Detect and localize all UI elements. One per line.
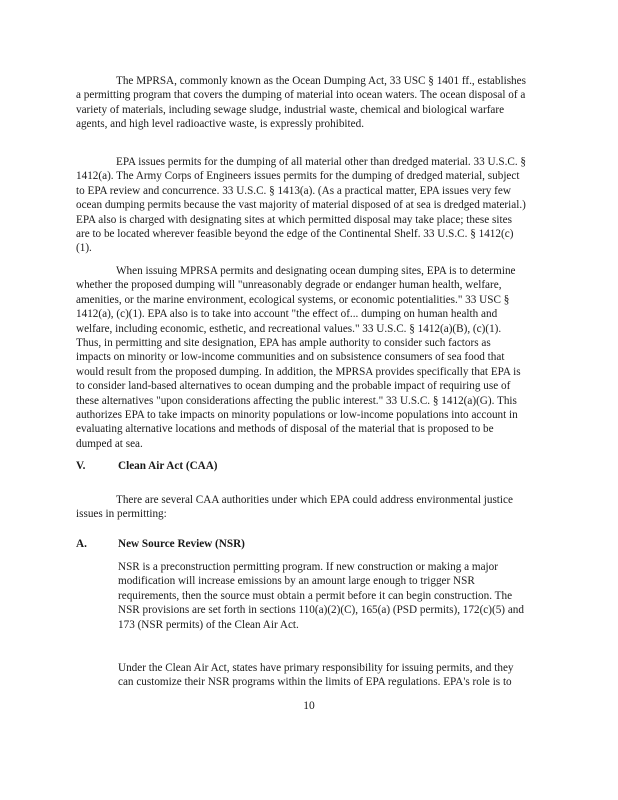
section-v-number: V. [76,460,86,472]
section-v-title: Clean Air Act (CAA) [118,460,218,472]
paragraph-states-role: Under the Clean Air Act, states have primary responsibility for issuing permits, and they can customize their NSR programs within the limits of EPA regulations. EPA's role is to [118,662,514,689]
paragraph-caa-intro: There are several CAA authorities under which EPA could address environmental justice issues in permitting: [76,494,513,521]
section-a-title: New Source Review (NSR) [118,538,245,550]
paragraph-nsr-description: NSR is a preconstruction permitting program. If new construction or making a major modification will increase emissions by an amount large enough to trigger NSR requirements, then the source must obtain a permit before it can begin construction. The NSR provisions are set forth in sections 110(a)(2)(C), 165(a) (PSD permits), 172(c)(5) and 173 (NSR permits) of the Clean Air Act. [118,561,524,631]
section-a-number: A. [76,538,87,550]
paragraph-mprsa-intro: The MPRSA, commonly known as the Ocean Dumping Act, 33 USC § 1401 ff., establishes a permitting program that covers the dumping of material into ocean waters. The ocean disposal of a variety of materials, including sewage sludge, industrial waste, chemical and biological warfare agents, and high level radioactive waste, is expressly prohibited. [76,75,526,131]
paragraph-issuing-permits: When issuing MPRSA permits and designating ocean dumping sites, EPA is to determine whether the proposed dumping will "unreasonably degrade or endanger human health, welfare, amenities, or the marine environment, ecological systems, or economic potentialities." 33 USC § 1412(a), (c)(1). EPA also is to take into account "the effect of... dumping on human health and welfare, including economic, esthetic, and recreational values." 33 U.S.C. § 1412(a)(B), (c)(1). Thus, in permitting and site designation, EPA has ample authority to consider such factors as impacts on minority or low-income communities and on subsistence consumers of sea food that would result from the proposed dumping. In addition, the MPRSA provides specifically that EPA is to consider land-based alternatives to ocean dumping and the probable impact of requiring use of these alternatives "upon considerations affecting the public interest." 33 U.S.C. § 1412(a)(G). This authorizes EPA to take impacts on minority populations or low-income populations into account in evaluating alternative locations and methods of disposal of the material that is proposed to be dumped at sea. [76,265,521,450]
page-number: 10 [303,700,315,712]
paragraph-epa-permits: EPA issues permits for the dumping of all material other than dredged material. 33 U.S.C. § 1412(a). The Army Corps of Engineers issues permits for the dumping of dredged material, subject to EPA review and concurrence. 33 U.S.C. § 1413(a). (As a practical matter, EPA issues very few ocean dumping permits because the vast majority of material disposed of at sea is dredged material.) EPA also is charged with designating sites at which permitted disposal may take place; these sites are to be located wherever feasible beyond the edge of the Continental Shelf. 33 U.S.C. § 1412(c)(1). [76,156,527,255]
